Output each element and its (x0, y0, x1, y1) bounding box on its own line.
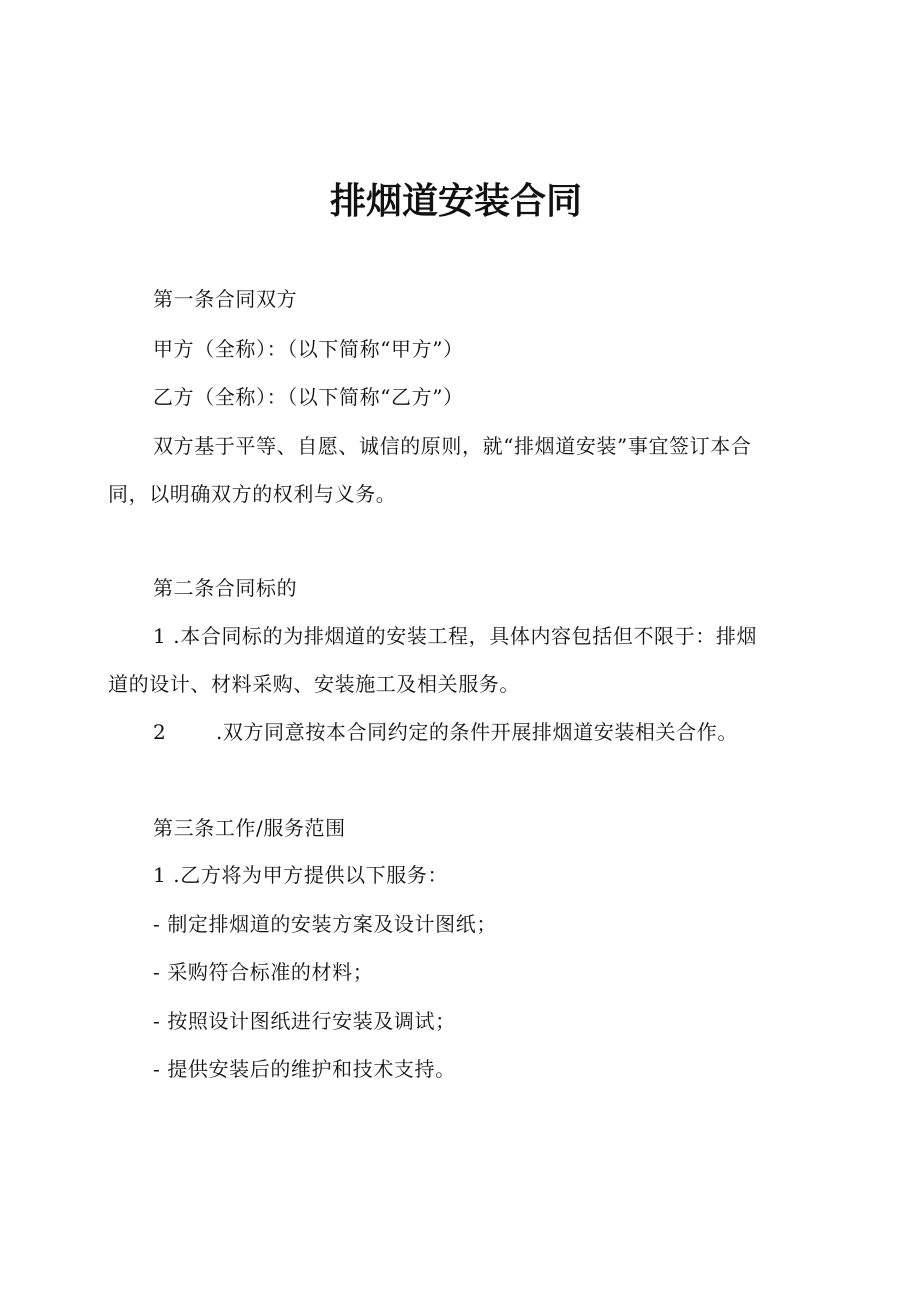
item-text: .乙方将为甲方提供以下服务： (173, 863, 449, 887)
item-text: .双方同意按本合同约定的条件开展排烟道安装相关合作。 (215, 720, 738, 744)
section-2-item-2 (153, 718, 738, 746)
section-3-bullet-2: - 采购符合标准的材料； (153, 960, 374, 984)
section-1-paragraph-line-2: 同，以明确双方的权利与义务。 (108, 482, 397, 506)
item-number: 2 (153, 720, 167, 744)
section-2-heading: 第二条合同标的 (153, 576, 298, 600)
section-2-item-1-line-2: 道的设计、材料采购、安装施工及相关服务。 (108, 672, 520, 696)
document-title: 排烟道安装合同 (329, 181, 582, 222)
item-text: .本合同标的为排烟道的安装工程，具体内容包括但不限于：排烟 (173, 624, 758, 648)
section-1-heading: 第一条合同双方 (153, 287, 298, 311)
section-3-bullet-1: - 制定排烟道的安装方案及设计图纸； (153, 912, 497, 936)
section-2-item-1-line-1 (153, 622, 757, 650)
section-3-item-1 (153, 861, 448, 889)
party-b-line: 乙方（全称）：（以下简称“乙方”） (153, 385, 464, 409)
party-a-line: 甲方（全称）：（以下简称“甲方”） (153, 337, 464, 361)
item-number: 1 (153, 863, 167, 887)
section-3-bullet-3: - 按照设计图纸进行安装及调试； (153, 1009, 456, 1033)
section-1-paragraph-line-1: 双方基于平等、自愿、诚信的原则，就“排烟道安装”事宜签订本合 (153, 434, 752, 458)
section-3-bullet-4: - 提供安装后的维护和技术支持。 (153, 1057, 456, 1081)
item-number: 1 (153, 624, 167, 648)
section-3-heading: 第三条工作/服务范围 (153, 816, 346, 840)
